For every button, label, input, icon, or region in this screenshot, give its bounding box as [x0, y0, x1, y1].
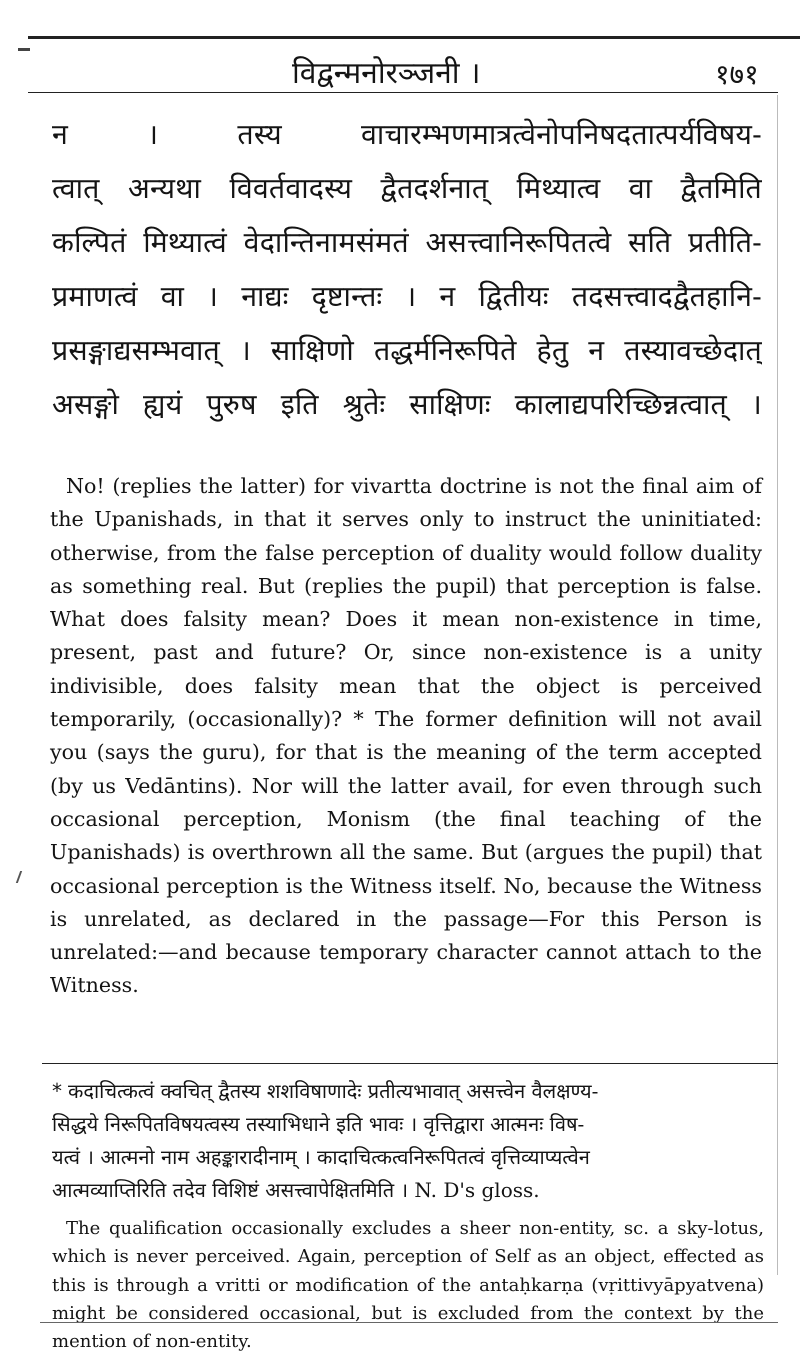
footnote-sanskrit — [52, 1075, 764, 1207]
sanskrit-line: न । तस्य वाचारम्भणमात्रत्वेनोपनिषदतात्पर्यविषय- — [52, 118, 762, 151]
header-rule — [28, 92, 778, 93]
sanskrit-line: असङ्गो ह्ययं पुरुष इति श्रुतेः साक्षिणः कालाद्यपरिच्छिन्नत्वात्‌ । — [52, 388, 762, 421]
sanskrit-line: त्वात् अन्यथा विवर्तवादस्य द्वैतदर्शनात्‌ मिथ्यात्व वा द्वैतमिति — [52, 172, 762, 205]
footnote-english — [52, 1215, 764, 1356]
sanskrit-line: कल्पितं मिथ्यात्वं वेदान्तिनामसंमतं असत्त्वानिरूपितत्वे सति प्रतीति- — [52, 226, 762, 259]
sanskrit-line: प्रसङ्गाद्यसम्भवात् । साक्षिणो तद्धर्मनिरूपिते हेतु न तस्यावच्छेदात् — [52, 334, 762, 367]
footnote-rule — [42, 1063, 778, 1064]
footnote-sanskrit-line: यत्वं । आत्मनो नाम अहङ्कारादीनाम् । कादाचित्कत्वनिरूपितत्वं वृत्तिव्याप्यत्वेन — [52, 1145, 590, 1169]
sanskrit-main-text — [52, 108, 762, 432]
running-title: विद्वन्मनोरञ्जनी । — [292, 56, 481, 91]
footnote-marker: * — [52, 1079, 62, 1103]
bottom-border-rule — [40, 1322, 778, 1323]
footnote-sanskrit-line: सिद्धये निरूपितविषयत्वस्य तस्याभिधाने इति भावः । वृत्तिद्वारा आत्मनः विष- — [52, 1112, 585, 1136]
right-margin-line — [777, 95, 778, 1275]
footnote-sanskrit-line: * कदाचित्कत्वं क्वचित् द्वैतस्य शशविषाणादेः प्रतीत्यभावात् असत्त्वेन वैलक्षण्य- — [52, 1079, 599, 1103]
header-left-mark — [18, 48, 30, 51]
footnote-english-paragraph: The qualification occasionally excludes a sheer non-entity, sc. a sky-lotus, which is never perceived. Again, perception of Self as an object, effected as this is through a vritti or modification of the antaḥkarṇa (vṛittivyāpyatvena) might be considered occasional, but is excluded from the context by the mention of non-entity. — [52, 1218, 764, 1353]
footnote-sanskrit-line: आत्मव्याप्तिरिति तदेव विशिष्टं असत्त्वापेक्षितमिति । N. D's gloss. — [52, 1178, 540, 1202]
english-translation — [50, 470, 762, 1003]
translation-paragraph: No! (replies the latter) for vivartta doctrine is not the final aim of the Upanishads, in that it serves only to instruct the uninitiated: otherwise, from the false perception of duality would follow duality as something real. But (replies the pupil) that perception is false. What does falsity mean? Does it mean non-existence in time, present, past and future? Or, since non-existence is a unity indivisible, does falsity mean that the object is perceived temporarily, (occasionally)? * The former definition will not avail you (says the guru), for that is the meaning of the term accepted (by us Vedāntins). Nor will the latter avail, for even through such occasional perception, Monism (the final teaching of the Upanishads) is overthrown all the same. But (argues the pupil) that occasional perception is the Witness itself. No, because the Witness is unrelated, as declared in the passage—For this Person is unrelated:—and because temporary character cannot attach to the Witness. — [50, 474, 762, 998]
top-border-rule — [28, 36, 800, 39]
sanskrit-line: प्रमाणत्वं वा । नाद्यः दृष्टान्तः । न द्वितीयः तदसत्त्वादद्वैतहानि- — [52, 280, 762, 313]
margin-mark — [16, 871, 28, 883]
page-number: १७१ — [715, 58, 759, 91]
